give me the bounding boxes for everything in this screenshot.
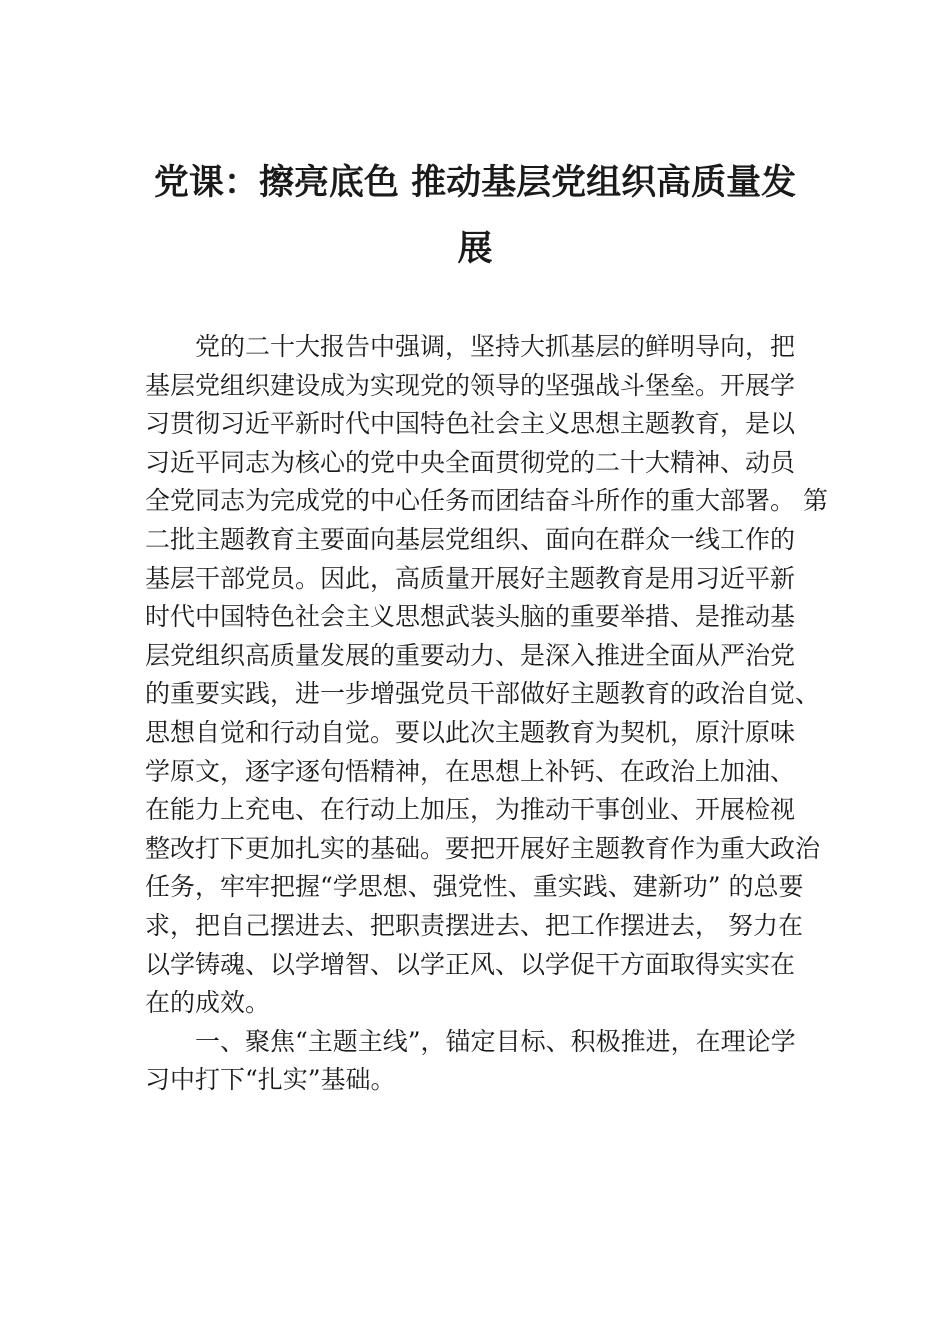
paragraph-line: 习中打下“扎实”基础。	[145, 1065, 396, 1095]
paragraph-line: 的重要实践，进一步增强党员干部做好主题教育的政治自觉、	[145, 679, 821, 709]
paragraph-line: 任务，牢牢把握“学思想、强党性、重实践、建新功” 的总要	[145, 872, 804, 902]
paragraph-line: 学原文，逐字逐句悟精神，在思想上补钙、在政治上加油、	[145, 756, 796, 786]
document-title	[140, 150, 810, 282]
paragraph-section-heading	[145, 1023, 845, 1100]
paragraph-line: 一、聚焦“主题主线”，锚定目标、积极推进，在理论学	[195, 1026, 796, 1056]
paragraph-line: 求，把自己摆进去、把职责摆进去、把工作摆进去， 努力在	[145, 910, 803, 940]
paragraph-line: 基层干部党员。因此，高质量开展好主题教育是用习近平新	[145, 563, 796, 593]
paragraph-line: 整改打下更加扎实的基础。要把开展好主题教育作为重大政治	[145, 833, 821, 863]
paragraph-line: 全党同志为完成党的中心任务而团结奋斗所作的重大部署。 第	[145, 486, 828, 516]
paragraph-line: 在的成效。	[145, 988, 271, 1018]
paragraph-line: 在能力上充电、在行动上加压，为推动干事创业、开展检视	[145, 795, 796, 825]
paragraph-line: 时代中国特色社会主义思想武装头脑的重要举措、是推动基	[145, 602, 796, 632]
paragraph-line: 以学铸魂、以学增智、以学正风、以学促干方面取得实实在	[145, 949, 796, 979]
paragraph-line: 二批主题教育主要面向基层党组织、面向在群众一线工作的	[145, 524, 796, 554]
title-line-2: 展	[457, 228, 493, 269]
paragraph-line: 层党组织高质量发展的重要动力、是深入推进全面从严治党	[145, 640, 796, 670]
paragraph-line: 党的二十大报告中强调，坚持大抓基层的鲜明导向，把	[195, 332, 796, 361]
paragraph-line: 思想自觉和行动自觉。要以此次主题教育为契机，原汁原味	[145, 717, 796, 747]
paragraph-line: 习近平同志为核心的党中央全面贯彻党的二十大精神、动员	[145, 447, 796, 477]
title-line-1: 党课：擦亮底色 推动基层党组织高质量发	[153, 162, 797, 203]
paragraph-line: 习贯彻习近平新时代中国特色社会主义思想主题教育，是以	[145, 409, 796, 439]
document-body	[145, 328, 845, 1100]
paragraph-line: 基层党组织建设成为实现党的领导的坚强战斗堡垒。开展学	[145, 370, 796, 400]
paragraph-intro	[145, 328, 845, 1023]
